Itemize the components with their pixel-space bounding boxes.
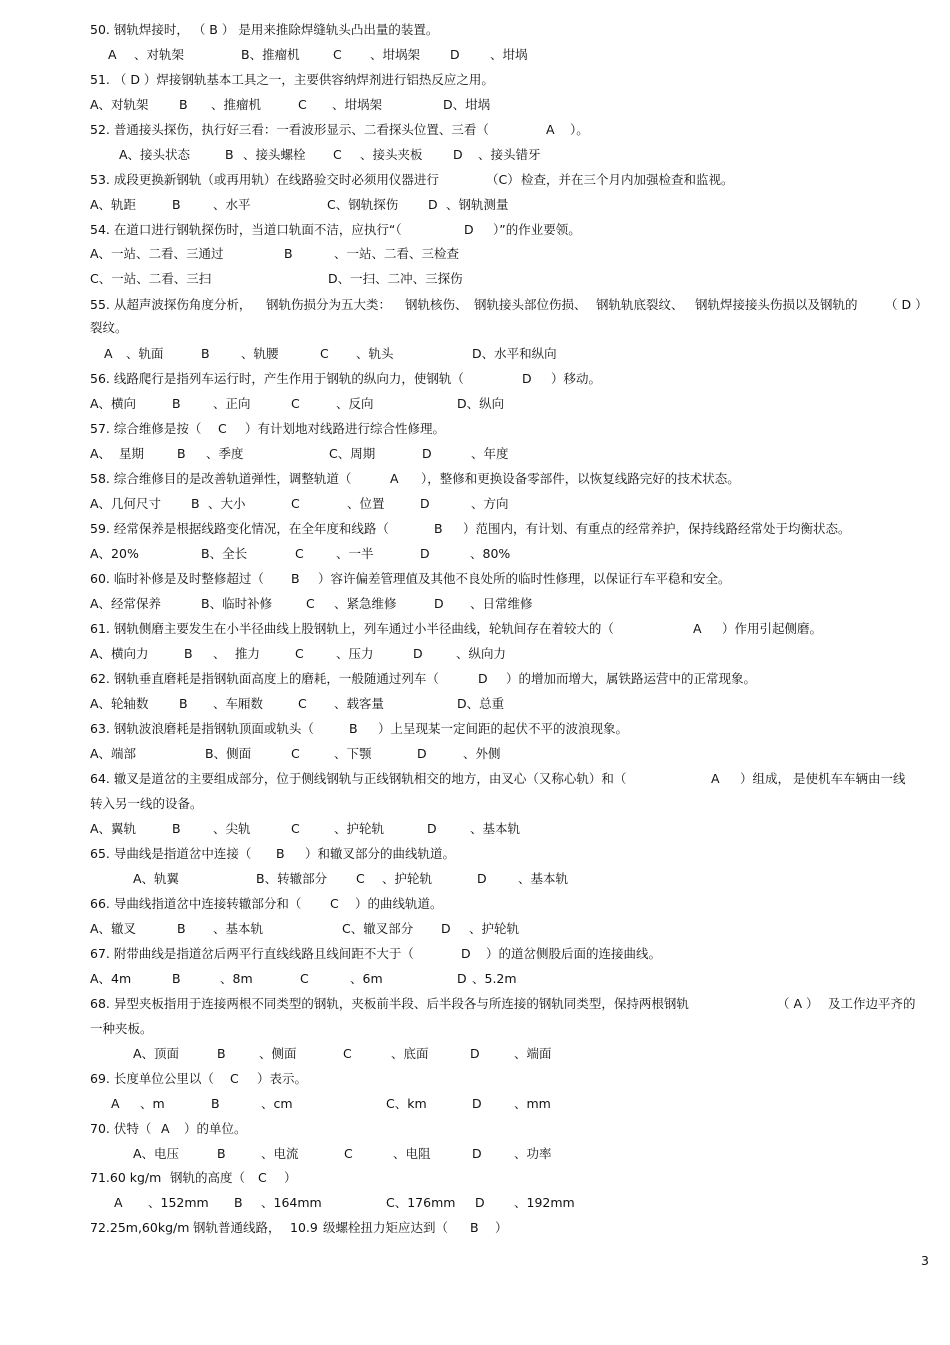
text-segment: A [711,771,720,786]
text-segment: A [693,621,702,636]
text-segment: D、纵向 [457,396,505,411]
text-segment: 、底面 [391,1046,429,1061]
text-segment: 65. 导曲线是指道岔中连接（ [90,846,252,861]
text-segment: 、接头夹板 [360,147,423,162]
text-segment: A、横向力 [90,646,149,661]
text-line [0,544,950,564]
text-segment: 、基本轨 [213,921,264,936]
text-line [0,1069,950,1089]
text-segment: 、载客量 [334,696,385,711]
text-segment: 59. 经常保养是根据线路变化情况，在全年度和线路（ [90,521,389,536]
text-segment: D [522,371,532,386]
text-segment: A、轨翼 [133,871,180,886]
text-segment: 转入另一线的设备。 [90,796,203,811]
text-segment: D [417,746,427,761]
text-segment: C [356,871,365,886]
text-line [0,95,950,115]
text-segment: ）作用引起侧磨。 [722,621,823,636]
text-segment: D、坩埚 [443,97,491,112]
text-segment: D [472,1096,482,1111]
text-segment: A [111,1096,120,1111]
text-segment: A、电压 [133,1146,180,1161]
text-line [0,844,950,864]
text-segment: 、反向 [336,396,374,411]
text-segment: A、几何尺寸 [90,496,162,511]
text-segment: A、轨距 [90,197,137,212]
text-segment: D [450,47,460,62]
text-segment: 、坩埚架 [332,97,383,112]
text-segment: 61. 钢轨侧磨主要发生在小半径曲线上股钢轨上，列车通过小半径曲线，轮轨间存在着较大的（ [90,621,614,636]
text-segment: A、接头状态 [119,147,191,162]
text-segment: B [349,721,358,736]
text-segment: D、一扫、二冲、三探伤 [328,271,463,286]
text-segment: 、基本轨 [518,871,569,886]
text-line [0,45,950,65]
text-segment: ） [495,1220,508,1235]
text-segment: B [234,1195,243,1210]
text-segment: B [217,1146,226,1161]
text-segment: 50. 钢轨焊接时， （ B ） 是用来推除焊缝轨头凸出量的装置。 [90,22,439,37]
text-segment: A、翼轨 [90,821,137,836]
text-segment: A [546,122,555,137]
text-segment: ）有计划地对线路进行综合性修理。 [245,421,446,436]
text-line [0,1193,950,1213]
text-segment: B、转辙部分 [256,871,328,886]
text-segment: ）的增加而增大，属铁路运营中的正常现象。 [506,671,757,686]
text-segment: C [298,696,307,711]
text-segment: D [478,671,488,686]
text-segment: C [291,746,300,761]
text-segment: B、全长 [201,546,248,561]
text-segment: 及工作边平齐的 [828,996,916,1011]
text-segment: C [291,496,300,511]
text-segment: 52. 普通接头探伤，执行好三看：一看波形显示、二看探头位置、三看（ [90,122,489,137]
text-line [0,919,950,939]
text-segment: D [453,147,463,162]
text-segment: ）”的作业要领。 [493,222,581,237]
text-segment: D [422,446,432,461]
text-segment: B [470,1220,479,1235]
text-segment: 、尖轨 [213,821,251,836]
text-line [0,444,950,464]
text-segment: 67. 附带曲线是指道岔后两平行直线线路且线间距不大于（ [90,946,414,961]
text-line [0,994,950,1014]
text-segment: B [211,1096,220,1111]
text-segment: 钢轨接头部位伤损、 [474,297,587,312]
text-segment: 钢轨的高度（ [170,1170,246,1185]
text-segment: A、经常保养 [90,596,162,611]
text-segment: A、4m [90,971,132,986]
text-segment: ）组成， [740,771,791,786]
text-segment: C [230,1071,239,1086]
text-line [0,295,950,315]
text-segment: C、一站、二看、三扫 [90,271,212,286]
text-segment: A、对轨架 [90,97,149,112]
text-segment: 、压力 [336,646,374,661]
text-segment: 71.60 kg/m [90,1170,162,1185]
text-segment: D [464,222,474,237]
text-segment: 、6m [350,971,383,986]
text-line [0,744,950,764]
text-segment: C、辙叉部分 [342,921,414,936]
text-segment: 68. 异型夹板指用于连接两根不同类型的钢轨，夹板前半段、后半段各与所连接的钢轨同类型，保持两根钢轨 [90,996,689,1011]
text-line [0,244,950,264]
text-line [0,819,950,839]
text-segment: 56. 线路爬行是指列车运行时，产生作用于钢轨的纵向力，使钢轨（ [90,371,464,386]
text-segment: 、坩埚架 [370,47,421,62]
text-segment: D [428,197,438,212]
text-segment: D [470,1046,480,1061]
text-segment: C [306,596,315,611]
text-segment: 、一半 [336,546,374,561]
text-segment: B [184,646,193,661]
text-segment: C [291,821,300,836]
text-line [0,419,950,439]
text-segment: A [114,1195,123,1210]
text-segment: ）表示。 [257,1071,308,1086]
text-segment: 54. 在道口进行钢轨探伤时，当道口轨面不洁，应执行“（ [90,222,402,237]
text-line [0,769,950,789]
text-segment: D [477,871,487,886]
text-segment: 、轨腰 [241,346,279,361]
text-segment: B、临时补修 [201,596,273,611]
text-segment: B [276,846,285,861]
text-segment: B [434,521,443,536]
text-line [0,394,950,414]
text-segment: 、m [140,1096,165,1111]
text-segment: 、152mm [148,1195,209,1210]
text-segment: 60. 临时补修是及时整修超过（ [90,571,264,586]
text-line [0,145,950,165]
text-segment: 、164mm [261,1195,322,1210]
text-segment: D [434,596,444,611]
text-segment: A、横向 [90,396,137,411]
text-line [0,1044,950,1064]
text-segment: 69. 长度单位公里以（ [90,1071,214,1086]
text-segment: B [179,696,188,711]
text-line [0,20,950,40]
text-segment: A、端部 [90,746,137,761]
text-segment: C、钢轨探伤 [327,197,399,212]
text-segment: 、下颚 [334,746,372,761]
text-segment: 钢轨普通线路， [193,1220,281,1235]
text-segment: 、mm [514,1096,551,1111]
text-segment: ）和辙叉部分的曲线轨道。 [305,846,456,861]
text-segment: C [295,546,304,561]
text-segment: 推力 [235,646,261,661]
text-segment: 、8m [220,971,253,986]
text-segment: 58. 综合维修目的是改善轨道弹性，调整轨道（ [90,471,352,486]
text-segment: 是使机车车辆由一线 [793,771,906,786]
text-line [0,944,950,964]
text-segment: ）容许偏差管理值及其他不良处所的临时性修理，以保证行车平稳和安全。 [318,571,731,586]
text-line [0,694,950,714]
text-line [0,669,950,689]
text-segment: D [457,971,467,986]
text-segment: C [333,147,342,162]
text-segment: 、端面 [514,1046,552,1061]
text-segment: 、电流 [261,1146,299,1161]
text-segment: 66. 导曲线指道岔中连接转辙部分和（ [90,896,302,911]
text-segment: D [441,921,451,936]
text-segment: C [258,1170,267,1185]
text-line [0,195,950,215]
text-segment: A [104,346,113,361]
text-segment: 57. 综合维修是按（ [90,421,202,436]
text-segment: D [420,546,430,561]
text-segment: C [295,646,304,661]
text-segment: C [333,47,342,62]
text-segment: A [108,47,117,62]
text-segment: D [475,1195,485,1210]
text-segment: 、接头螺栓 [243,147,306,162]
text-segment: D、水平和纵向 [472,346,557,361]
text-segment: 钢轨焊接接头伤损以及钢轨的 [695,297,858,312]
text-segment: C [330,896,339,911]
text-segment: 、日常维修 [470,596,533,611]
text-segment: ）范围内，有计划、有重点的经常养护，保持线路经常处于均衡状态。 [463,521,851,536]
text-line [0,1218,950,1238]
text-segment: 、纵向力 [456,646,507,661]
text-line [0,120,950,140]
text-segment: A、轮轴数 [90,696,149,711]
text-segment: A、一站、二看、三通过 [90,246,224,261]
text-segment: 、季度 [206,446,244,461]
text-segment: 、护轮轨 [334,821,385,836]
text-segment: 53. 成段更换新钢轨（或再用轨）在线路验交时必须用仪器进行 [90,172,439,187]
text-segment: 62. 钢轨垂直磨耗是指钢轨面高度上的磨耗，一般随通过列车（ [90,671,439,686]
text-segment: 、坩埚 [490,47,528,62]
text-segment: B [201,346,210,361]
text-segment: 、护轮轨 [469,921,520,936]
text-segment: 63. 钢轨波浪磨耗是指钢轨顶面或轨头（ [90,721,314,736]
text-segment: D [413,646,423,661]
text-segment: A [390,471,399,486]
text-segment: 、192mm [514,1195,575,1210]
text-segment: 72.25m,60kg/m [90,1220,190,1235]
text-segment: B [172,971,181,986]
text-segment: A、 [90,446,112,461]
text-segment: 级螺栓扭力矩应达到（ [323,1220,449,1235]
text-segment: 钢轨轨底裂纹、 [596,297,684,312]
text-segment: D、总重 [457,696,505,711]
text-segment: ）移动。 [551,371,602,386]
text-segment: C [298,97,307,112]
text-segment: ），整修和更换设备零部件，以恢复线路完好的技术状态。 [421,471,740,486]
text-segment: C [300,971,309,986]
text-segment: 、水平 [213,197,251,212]
text-segment: B [172,396,181,411]
text-line [0,894,950,914]
text-segment: 、位置 [347,496,385,511]
text-segment: 、侧面 [259,1046,297,1061]
text-segment: B [191,496,200,511]
text-segment: C [344,1146,353,1161]
text-segment: 、5.2m [472,971,517,986]
text-segment: 、年度 [471,446,509,461]
text-segment: （ A ） [777,996,819,1011]
text-segment: 、车厢数 [213,696,264,711]
text-segment: B、推瘤机 [241,47,300,62]
text-line [0,344,950,364]
text-segment: D [427,821,437,836]
text-segment: 、cm [261,1096,293,1111]
text-segment: 、外侧 [463,746,501,761]
text-segment: 、紧急维修 [334,596,397,611]
text-line [0,719,950,739]
text-line [0,469,950,489]
text-segment: B [217,1046,226,1061]
text-segment: 、基本轨 [470,821,521,836]
text-segment: B [172,197,181,212]
text-segment: 10.9 [290,1220,318,1235]
text-segment: 钢轨核伤、 [405,297,468,312]
text-segment: ）的道岔侧股后面的连接曲线。 [486,946,662,961]
text-segment: ）的曲线轨道。 [355,896,443,911]
text-segment: D [461,946,471,961]
text-segment: B [179,97,188,112]
text-segment: 、护轮轨 [382,871,433,886]
text-line [0,1094,950,1114]
text-line [0,619,950,639]
text-segment: 裂纹。 [90,320,128,335]
page-number: 3 [921,1253,929,1268]
text-line [0,644,950,664]
text-segment: 、一站、二看、三检查 [334,246,460,261]
text-line [0,494,950,514]
text-segment: C、周期 [329,446,376,461]
text-line [0,369,950,389]
text-segment: 、大小 [208,496,246,511]
text-segment: （C） [486,172,520,187]
text-line [0,1144,950,1164]
text-segment: 、轨面 [126,346,164,361]
text-segment: 、80% [470,546,511,561]
text-segment: 、功率 [514,1146,552,1161]
text-segment: 、钢轨测量 [446,197,509,212]
text-segment: 、轨头 [356,346,394,361]
text-line [0,1019,950,1039]
text-segment: 一种夹板。 [90,1021,153,1036]
text-segment: 检查，并在三个月内加强检查和监视。 [521,172,734,187]
text-segment: D [472,1146,482,1161]
text-segment: 、接头错牙 [478,147,541,162]
text-segment: A、辙叉 [90,921,137,936]
text-segment: （ D ） [885,297,928,312]
text-line [0,794,950,814]
text-line [0,519,950,539]
text-line [0,869,950,889]
text-line [0,594,950,614]
text-segment: 、正向 [213,396,251,411]
text-segment: C [291,396,300,411]
text-segment: 70. 伏特（ [90,1121,152,1136]
text-line [0,569,950,589]
text-line [0,269,950,289]
text-segment: B [177,921,186,936]
text-segment: C、km [386,1096,427,1111]
text-segment: ） [284,1170,297,1185]
text-line [0,1119,950,1139]
text-line [0,220,950,240]
text-segment: 55. 从超声波探伤角度分析， [90,297,252,312]
text-segment: 64. 辙叉是道岔的主要组成部分，位于侧线钢轨与正线钢轨相交的地方，由叉心（又称心轨）和（ [90,771,627,786]
text-segment: 51. （ D ）焊接钢轨基本工具之一，主要供容纳焊剂进行铝热反应之用。 [90,72,494,87]
text-line [0,170,950,190]
text-segment: C、176mm [386,1195,456,1210]
text-segment: B [177,446,186,461]
text-segment: A、顶面 [133,1046,180,1061]
text-segment: C [343,1046,352,1061]
text-line [0,70,950,90]
text-segment: ）的单位。 [184,1121,247,1136]
text-segment: D [420,496,430,511]
text-segment: 、 [213,646,226,661]
text-segment: B [225,147,234,162]
text-segment: A、20% [90,546,139,561]
text-segment: 星期 [119,446,145,461]
text-segment: 、推瘤机 [211,97,262,112]
text-segment: ）上呈现某一定间距的起伏不平的波浪现象。 [378,721,629,736]
text-segment: 、对轨架 [134,47,185,62]
text-segment: B [172,821,181,836]
text-segment: B [291,571,300,586]
text-segment: 、电阻 [393,1146,431,1161]
text-segment: 、方向 [471,496,509,511]
text-line [0,318,950,338]
text-segment: B [284,246,293,261]
text-segment: B、侧面 [205,746,252,761]
text-line [0,1168,950,1188]
text-segment: A [161,1121,170,1136]
text-line [0,969,950,989]
text-segment: 钢轨伤损分为五大类： [266,297,392,312]
text-segment: C [218,421,227,436]
text-segment: ）。 [570,122,589,137]
text-segment: C [320,346,329,361]
